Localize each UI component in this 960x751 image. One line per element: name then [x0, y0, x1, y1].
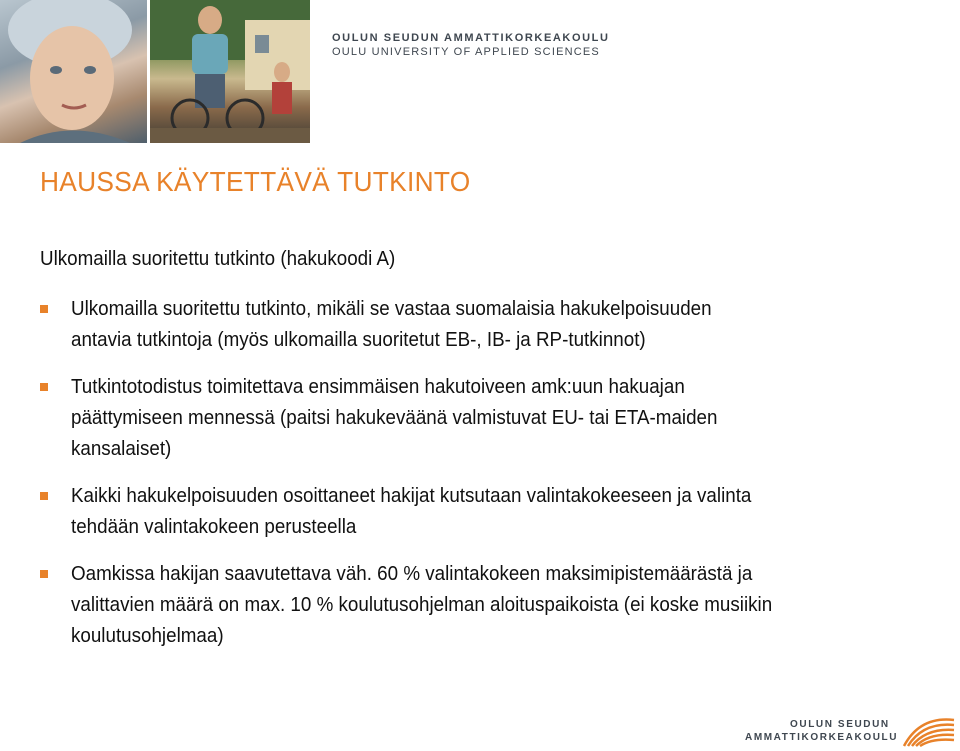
bullet-line: Kaikki hakukelpoisuuden osoittaneet hakijat kutsutaan valintakokeeseen ja valinta	[71, 485, 752, 507]
bullet-item	[40, 559, 920, 652]
slide-subtitle: Ulkomailla suoritettu tutkinto (hakukoodi A)	[40, 248, 396, 270]
footer-logo-line2: AMMATTIKORKEAKOULU	[745, 732, 899, 743]
header-photo-cyclists	[150, 0, 310, 143]
bullet-square-icon	[40, 383, 48, 391]
bullet-square-icon	[40, 492, 48, 500]
bullet-text	[71, 294, 898, 356]
bullet-line: tehdään valintakokeen perusteella	[71, 516, 357, 538]
bullet-line: kansalaiset)	[71, 438, 172, 460]
bullet-item	[40, 294, 920, 356]
header-logo	[332, 32, 610, 60]
bullet-item	[40, 481, 920, 543]
header-photo-student	[0, 0, 147, 143]
bullet-line: valittavien määrä on max. 10 % koulutusohjelman aloituspaikoista (ei koske musiikin	[71, 594, 773, 616]
bullet-line: Oamkissa hakijan saavutettava väh. 60 % valintakokeen maksimipistemäärästä ja	[71, 563, 753, 585]
footer-logo-line1: OULUN SEUDUN	[790, 719, 890, 730]
bullet-item	[40, 372, 920, 465]
bullet-line: Ulkomailla suoritettu tutkinto, mikäli se vastaa suomalaisia hakukelpoisuuden	[71, 298, 712, 320]
slide-title: HAUSSA KÄYTETTÄVÄ TUTKINTO	[40, 166, 471, 197]
bullet-line: koulutusohjelmaa)	[71, 625, 224, 647]
header-logo-line2: OULU UNIVERSITY OF APPLIED SCIENCES	[332, 46, 600, 58]
bullet-line: päättymiseen mennessä (paitsi hakukeväänä valmistuvat EU- tai ETA-maiden	[71, 407, 718, 429]
header-logo-line1: OULUN SEUDUN AMMATTIKORKEAKOULU	[332, 32, 610, 44]
bullet-square-icon	[40, 570, 48, 578]
oamk-arc-logo-icon	[900, 712, 956, 748]
bullet-text	[71, 372, 898, 465]
bullet-text	[71, 559, 898, 652]
bullet-text	[71, 481, 898, 543]
bullet-line: antavia tutkintoja (myös ulkomailla suoritetut EB-, IB- ja RP-tutkinnot)	[71, 329, 646, 351]
footer-logo	[745, 718, 898, 744]
bullet-list	[40, 294, 920, 668]
bullet-square-icon	[40, 305, 48, 313]
bullet-line: Tutkintotodistus toimitettava ensimmäisen hakutoiveen amk:uun hakuajan	[71, 376, 685, 398]
